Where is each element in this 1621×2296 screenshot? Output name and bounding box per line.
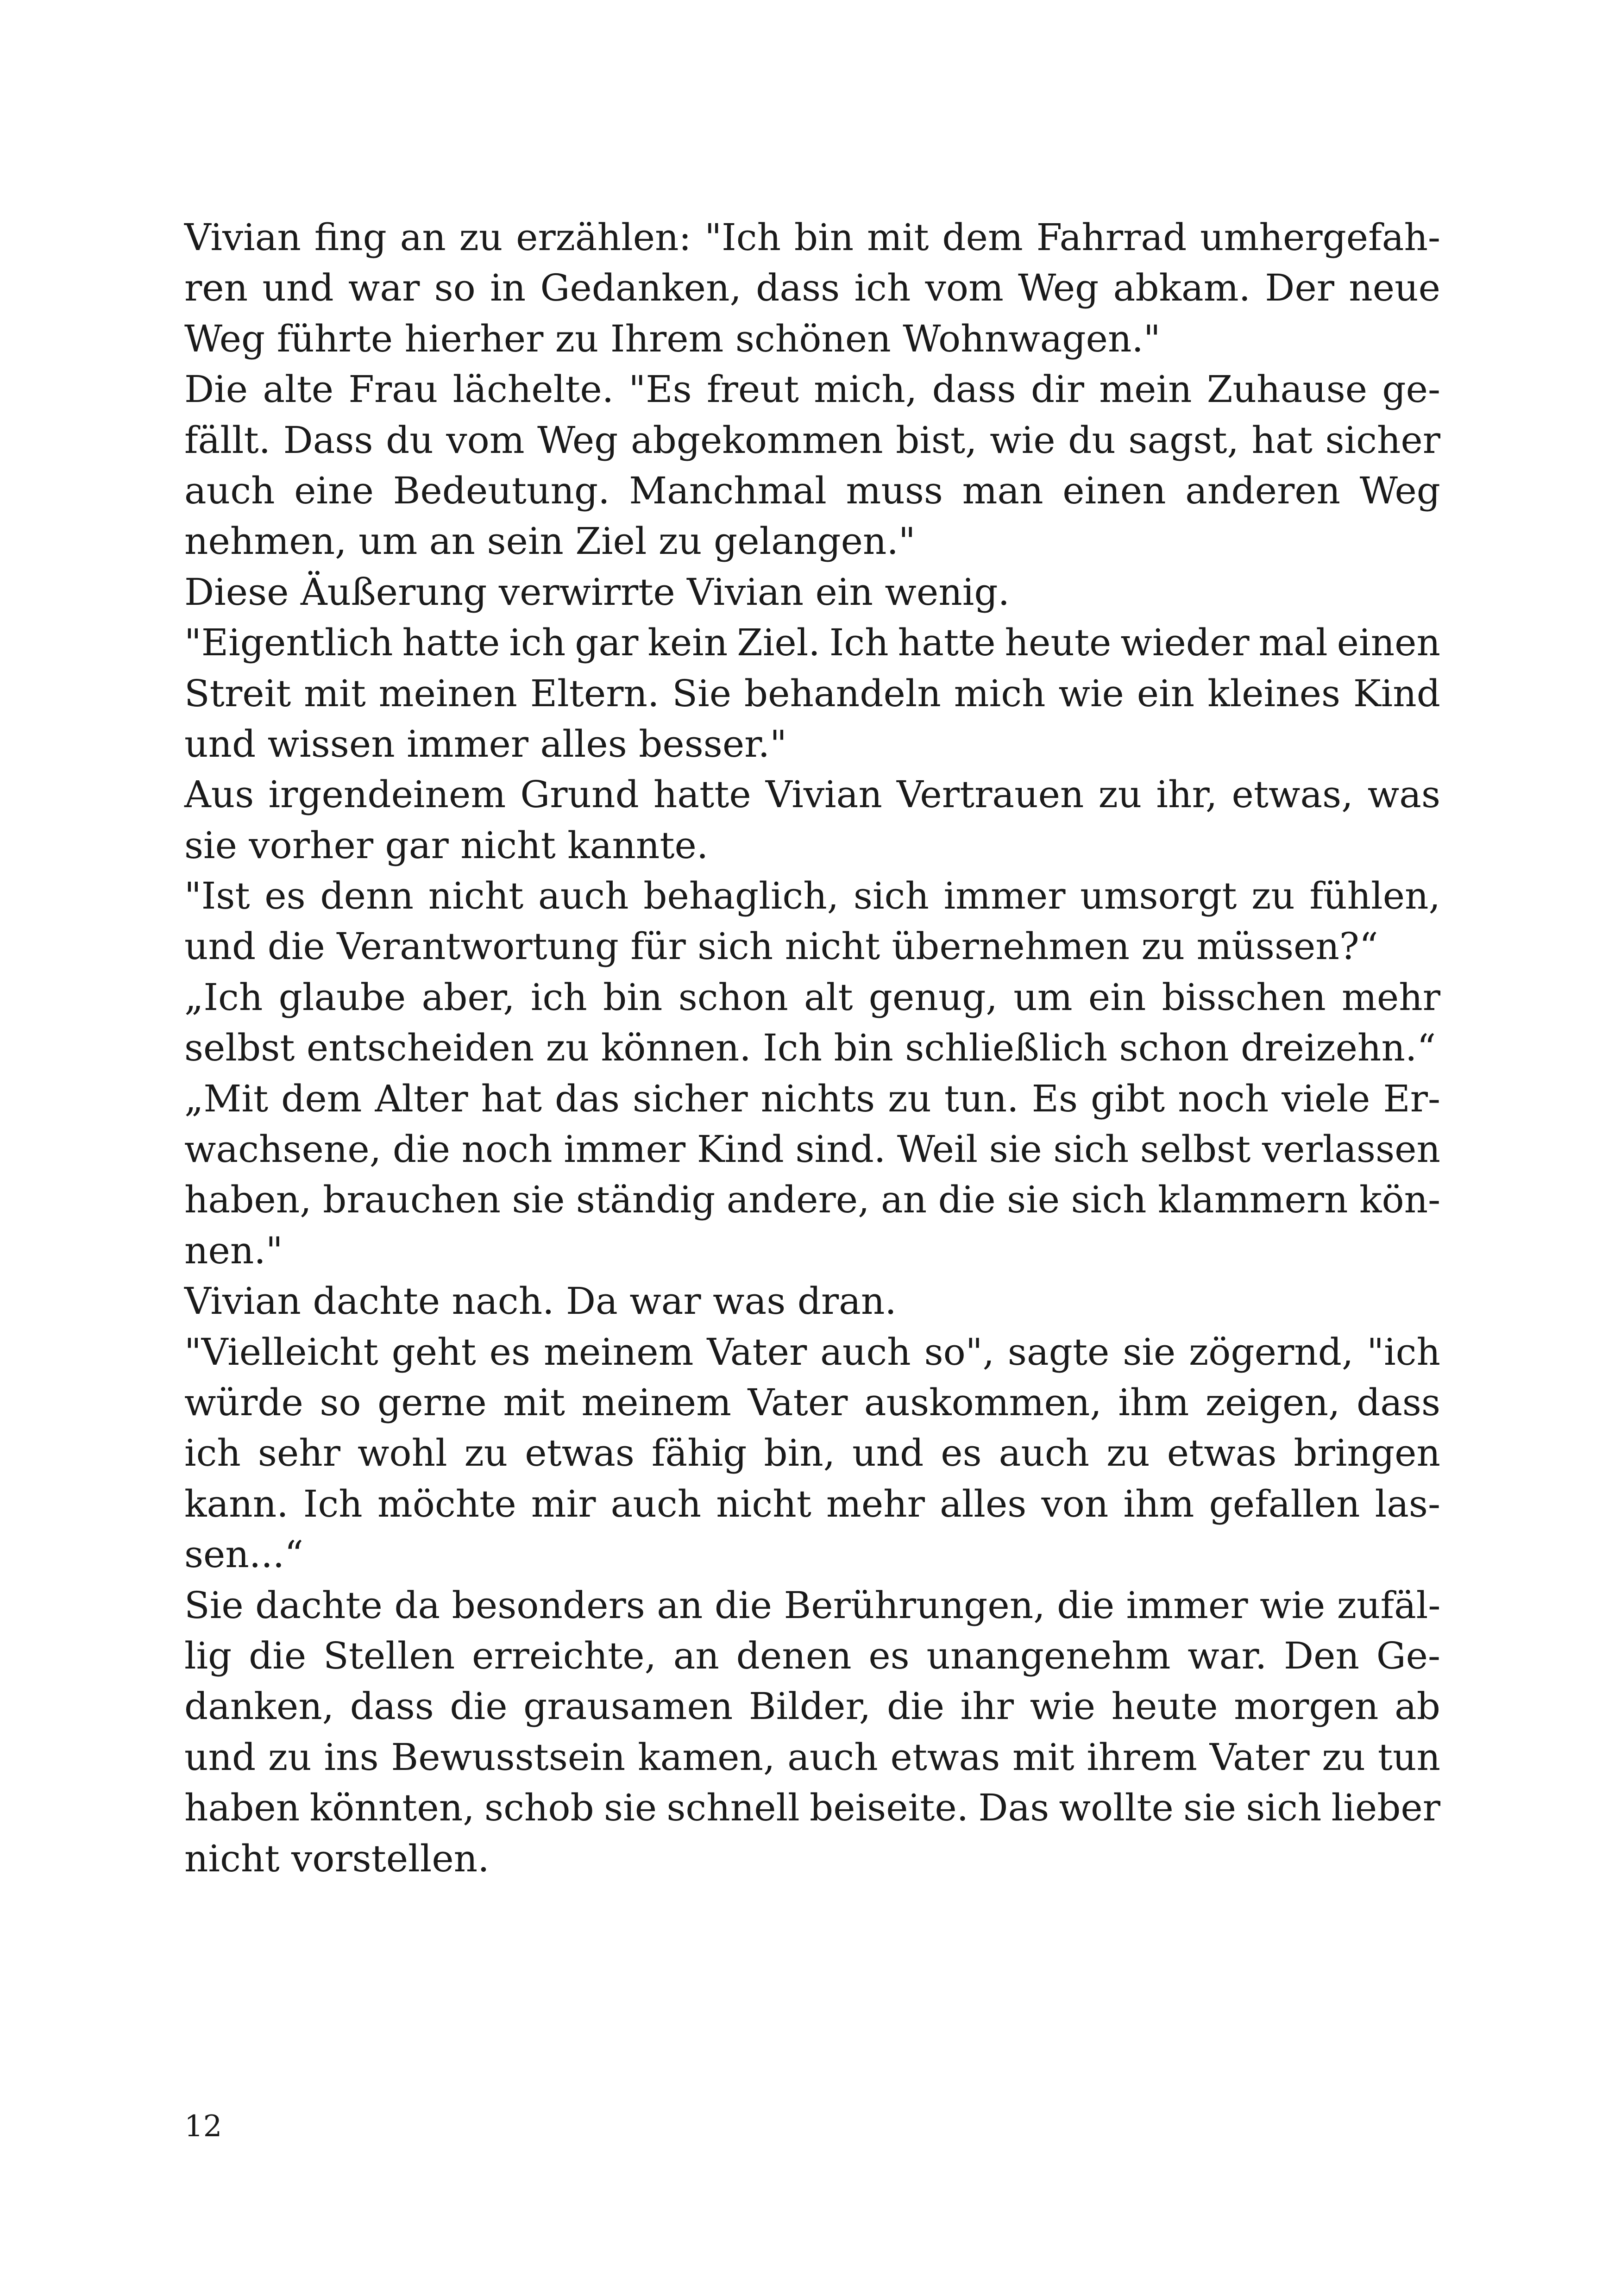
text-line: haben könnten, schob sie schnell beiseite. Das wollte sie sich lieber (184, 1786, 1440, 1830)
text-line: ich sehr wohl zu etwas fähig bin, und es auch zu etwas bringen (184, 1431, 1440, 1475)
text-line: Streit mit meinen Eltern. Sie behandeln mich wie ein kleines Kind (184, 671, 1440, 715)
text-line: haben, brauchen sie ständig andere, an die sie sich klammern kön- (184, 1178, 1441, 1222)
text-line: „Mit dem Alter hat das sicher nichts zu tun. Es gibt noch viele Er- (184, 1077, 1440, 1120)
text-line: Vivian fing an zu erzählen: "Ich bin mit dem Fahrrad umhergefah- (184, 216, 1440, 259)
text-line: sie vorher gar nicht kannte. (184, 823, 709, 867)
text-line: und die Verantwortung für sich nicht übernehmen zu müssen?“ (184, 925, 1378, 968)
text-line: "Eigentlich hatte ich gar kein Ziel. Ich hatte heute wieder mal einen (184, 621, 1440, 665)
text-line: Diese Äußerung verwirrte Vivian ein wenig. (184, 570, 1010, 614)
text-line: auch eine Bedeutung. Manchmal muss man einen anderen Weg (184, 469, 1440, 512)
text-line: Sie dachte da besonders an die Berührungen, die immer wie zufäl- (184, 1583, 1441, 1627)
text-line: nehmen, um an sein Ziel zu gelangen." (184, 520, 916, 563)
text-line: Die alte Frau lächelte. "Es freut mich, dass dir mein Zuhause ge- (184, 368, 1440, 411)
text-line: nicht vorstellen. (184, 1837, 490, 1880)
text-line: lig die Stellen erreichte, an denen es unangenehm war. Den Ge- (184, 1634, 1440, 1677)
text-line: fällt. Dass du vom Weg abgekommen bist, wie du sagst, hat sicher (184, 418, 1440, 462)
text-line: "Ist es denn nicht auch behaglich, sich immer umsorgt zu fühlen, (184, 874, 1440, 918)
text-line: nen." (184, 1229, 283, 1272)
text-line: kann. Ich möchte mir auch nicht mehr alles von ihm gefallen las- (184, 1482, 1440, 1525)
text-line: ren und war so in Gedanken, dass ich vom Weg abkam. Der neue (184, 266, 1440, 310)
text-line: Vivian dachte nach. Da war was dran. (184, 1280, 897, 1323)
text-line: sen...“ (184, 1533, 304, 1576)
page-number: 12 (184, 2109, 222, 2144)
text-line: Weg führte hierher zu Ihrem schönen Wohnwagen." (184, 317, 1161, 360)
text-line: danken, dass die grausamen Bilder, die ihr wie heute morgen ab (184, 1685, 1440, 1728)
body-text (184, 212, 1440, 1884)
text-line: "Vielleicht geht es meinem Vater auch so", sagte sie zögernd, "ich (184, 1330, 1440, 1374)
text-line: würde so gerne mit meinem Vater auskommen, ihm zeigen, dass (184, 1380, 1440, 1424)
text-line: und zu ins Bewusstsein kamen, auch etwas mit ihrem Vater zu tun (184, 1735, 1440, 1779)
text-line: Aus irgendeinem Grund hatte Vivian Vertrauen zu ihr, etwas, was (184, 773, 1440, 816)
text-line: „Ich glaube aber, ich bin schon alt genug, um ein bisschen mehr (184, 975, 1440, 1019)
text-line: und wissen immer alles besser." (184, 722, 787, 765)
text-line: selbst entscheiden zu können. Ich bin schließlich schon dreizehn.“ (184, 1026, 1436, 1070)
text-line: wachsene, die noch immer Kind sind. Weil sie sich selbst verlassen (184, 1128, 1440, 1171)
